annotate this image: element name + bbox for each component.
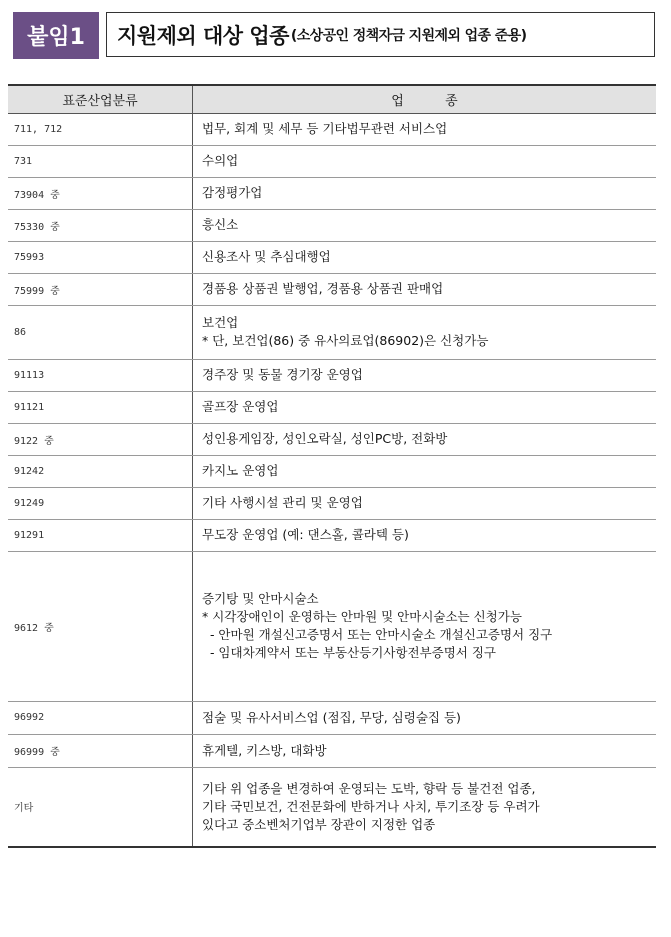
description-line: * 시각장애인이 운영하는 안마원 및 안마시술소는 신청가능 (202, 609, 522, 624)
table-row (8, 145, 656, 177)
table-row (8, 701, 656, 734)
description-line: 골프장 운영업 (202, 399, 279, 414)
description-line: - 임대차계약서 또는 부동산등기사항전부증명서 징구 (202, 645, 497, 660)
column-header-industry: 업 종 (193, 85, 657, 113)
industry-code: 73904 중 (8, 177, 193, 209)
industry-code: 86 (8, 305, 193, 359)
industry-code: 91291 (8, 519, 193, 551)
industry-code: 91113 (8, 359, 193, 391)
table-row (8, 551, 656, 701)
description-line: 보건업 (202, 315, 239, 330)
industry-description (193, 423, 657, 455)
table-row (8, 241, 656, 273)
description-line: 법무, 회계 및 세무 등 기타법무관련 서비스업 (202, 121, 448, 136)
table-row (8, 391, 656, 423)
description-line: 신용조사 및 추심대행업 (202, 249, 331, 264)
table-row (8, 113, 656, 145)
table-row (8, 273, 656, 305)
table-row (8, 423, 656, 455)
industry-code: 기타 (8, 767, 193, 847)
industry-code: 91121 (8, 391, 193, 423)
industry-code: 75999 중 (8, 273, 193, 305)
table-row (8, 767, 656, 847)
industry-code: 91242 (8, 455, 193, 487)
description-line: 기타 사행시설 관리 및 운영업 (202, 495, 363, 510)
industry-description (193, 455, 657, 487)
industry-code: 96992 (8, 701, 193, 734)
table-row (8, 519, 656, 551)
description-line: 감정평가업 (202, 185, 263, 200)
industry-code: 9612 중 (8, 551, 193, 701)
description-line: 기타 위 업종을 변경하여 운영되는 도박, 향락 등 불건전 업종, (202, 780, 536, 796)
description-line: 경품용 상품권 발행업, 경품용 상품권 판매업 (202, 281, 444, 296)
industry-description (193, 701, 657, 734)
industry-code: 75993 (8, 241, 193, 273)
page-title: 지원제외 대상 업종 (117, 23, 289, 48)
description-line: * 단, 보건업(86) 중 유사의료업(86902)은 신청가능 (202, 333, 489, 348)
industry-description (193, 519, 657, 551)
table-row (8, 359, 656, 391)
table-header-row (8, 85, 656, 113)
description-line: 성인용게임장, 성인오락실, 성인PC방, 전화방 (202, 431, 448, 446)
industry-description (193, 391, 657, 423)
industry-description (193, 305, 657, 359)
industry-code: 711, 712 (8, 113, 193, 145)
table-row (8, 305, 656, 359)
table-row (8, 177, 656, 209)
table-row (8, 734, 656, 767)
industry-description (193, 273, 657, 305)
page-subtitle: (소상공인 정책자금 지원제외 업종 준용) (290, 27, 527, 44)
title-box (106, 12, 655, 57)
description-line: 증기탕 및 안마시술소 (202, 591, 319, 606)
column-header-code: 표준산업분류 (8, 85, 193, 113)
table-row (8, 209, 656, 241)
industry-description (193, 359, 657, 391)
attachment-badge: 붙임1 (13, 12, 99, 59)
description-line: 휴게텔, 키스방, 대화방 (202, 742, 327, 758)
industry-description (193, 209, 657, 241)
industry-code: 96999 중 (8, 734, 193, 767)
industry-description (193, 487, 657, 519)
description-line: 무도장 운영업 (예: 댄스홀, 콜라텍 등) (202, 527, 409, 542)
description-line: 카지노 운영업 (202, 463, 279, 478)
description-line: 수의업 (202, 153, 239, 168)
industry-description (193, 241, 657, 273)
industry-description (193, 767, 657, 847)
industry-code: 731 (8, 145, 193, 177)
header (13, 12, 657, 59)
industry-description (193, 113, 657, 145)
description-line: 있다고 중소벤처기업부 장관이 지정한 업종 (202, 816, 436, 832)
description-line: 흥신소 (202, 217, 239, 232)
industry-code: 75330 중 (8, 209, 193, 241)
table-row (8, 455, 656, 487)
industry-code: 9122 중 (8, 423, 193, 455)
industry-code: 91249 (8, 487, 193, 519)
industry-description (193, 551, 657, 701)
description-line: 기타 국민보건, 건전문화에 반하거나 사치, 투기조장 등 우려가 (202, 798, 540, 814)
description-line: 경주장 및 동물 경기장 운영업 (202, 367, 363, 382)
industry-description (193, 145, 657, 177)
industry-description (193, 177, 657, 209)
industry-description (193, 734, 657, 767)
table-row (8, 487, 656, 519)
description-line: - 안마원 개설신고증명서 또는 안마시술소 개설신고증명서 징구 (202, 627, 553, 642)
description-line: 점술 및 유사서비스업 (점집, 무당, 심령술집 등) (202, 709, 461, 725)
excluded-industries-table (8, 84, 656, 848)
